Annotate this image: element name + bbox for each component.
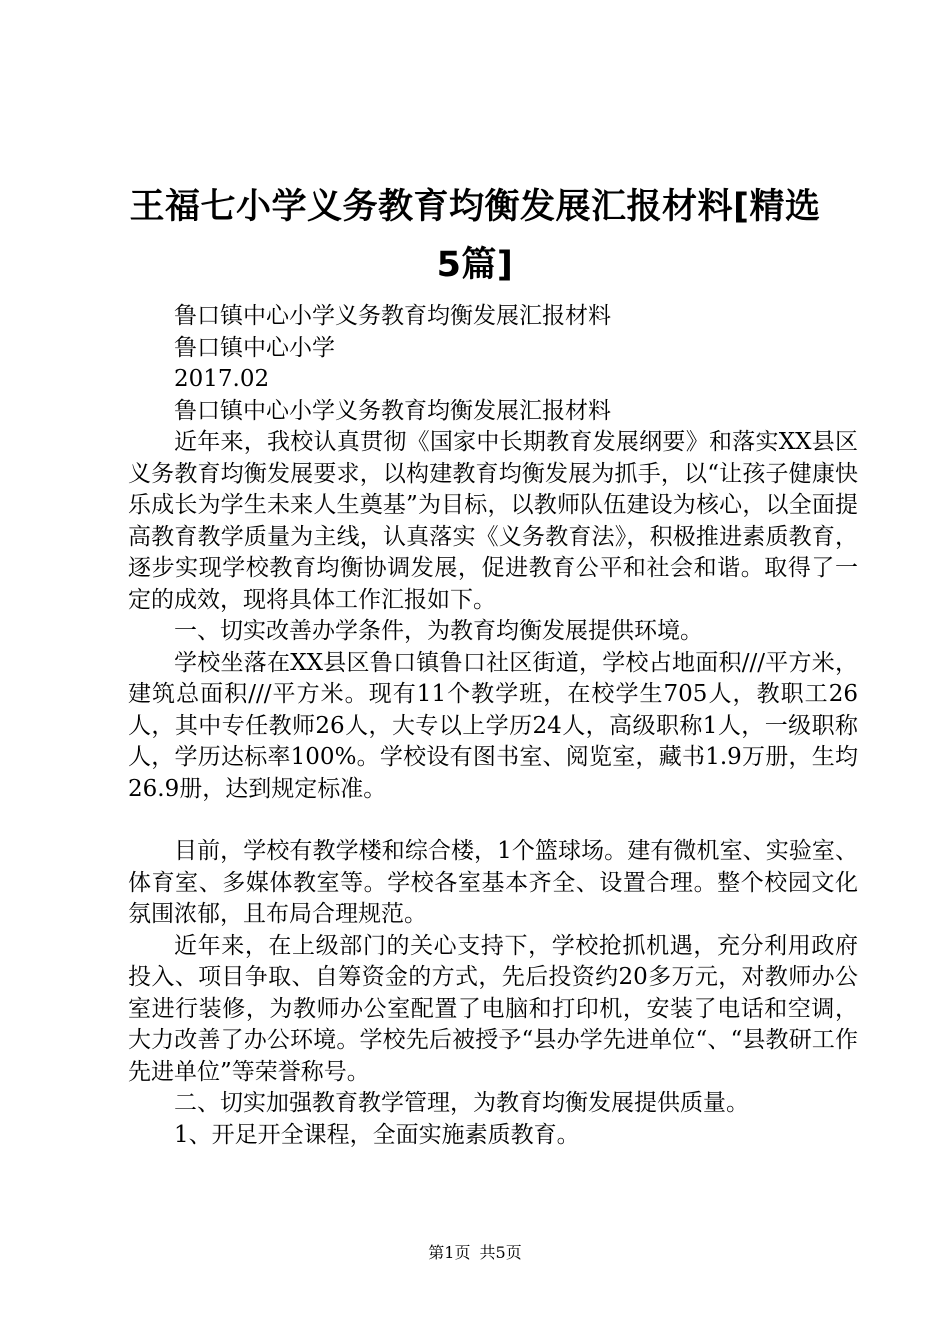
subtitle-heading: 鲁口镇中心小学义务教育均衡发展汇报材料 — [174, 303, 611, 329]
title-line-2: 5篇] — [436, 245, 514, 285]
subsection-heading-1: 1、开足开全课程，全面实施素质教育。 — [174, 1121, 580, 1148]
facilities-paragraph: 目前，学校有教学楼和综合楼，1个篮球场。建有微机室、实验室、体育室、多媒体教室等。学校各室基本齐全、设置合理。整个校园文化氛围浓郁，且布局合理规范。 — [128, 838, 858, 927]
school-name: 鲁口镇中心小学 — [174, 334, 335, 361]
document-title — [100, 178, 850, 294]
document-body — [128, 301, 858, 1151]
page-footer — [0, 1242, 950, 1264]
subtitle-heading-repeat: 鲁口镇中心小学义务教育均衡发展汇报材料 — [174, 397, 611, 424]
page-number: 第1页 — [428, 1243, 471, 1262]
investment-paragraph: 近年来，在上级部门的关心支持下，学校抢抓机遇，充分利用政府投入、项目争取、自筹资金的方式，先后投资约20多万元，对教师办公室进行装修，为教师办公室配置了电脑和打印机，安装了电话和空调，大力改善了办公环境。学校先后被授予“县办学先进单位“、“县教研工作先进单位”等荣誉称号。 — [128, 932, 858, 1085]
title-line-1: 王福七小学义务教育均衡发展汇报材料[精选 — [129, 187, 821, 227]
section-heading-2: 二、切实加强教育教学管理，为教育均衡发展提供质量。 — [174, 1090, 749, 1116]
section-heading-1: 一、切实改善办学条件，为教育均衡发展提供环境。 — [174, 618, 703, 644]
page-total: 共5页 — [479, 1243, 522, 1262]
intro-paragraph: 近年来，我校认真贯彻《国家中长期教育发展纲要》和落实XX县区义务教育均衡发展要求，以构建教育均衡发展为抓手，以“让孩子健康快乐成长为学生未来人生奠基”为目标，以教师队伍建设为核心，以全面提高教育教学质量为主线，认真落实《义务教育法》，积极推进素质教育，逐步实现学校教育均衡协调发展，促进教育公平和社会和谐。取得了一定的成效，现将具体工作汇报如下。 — [128, 429, 858, 613]
school-facts-paragraph: 学校坐落在XX县区鲁口镇鲁口社区街道，学校占地面积///平方米，建筑总面积///平方米。现有11个教学班，在校学生705人，教职工26人，其中专任教师26人，大专以上学历24人，高级职称1人，一级职称人，学历达标率100%。学校设有图书室、阅览室，藏书1.9万册，生均26.9册，达到规定标准。 — [128, 649, 858, 802]
document-date: 2017.02 — [174, 366, 270, 392]
